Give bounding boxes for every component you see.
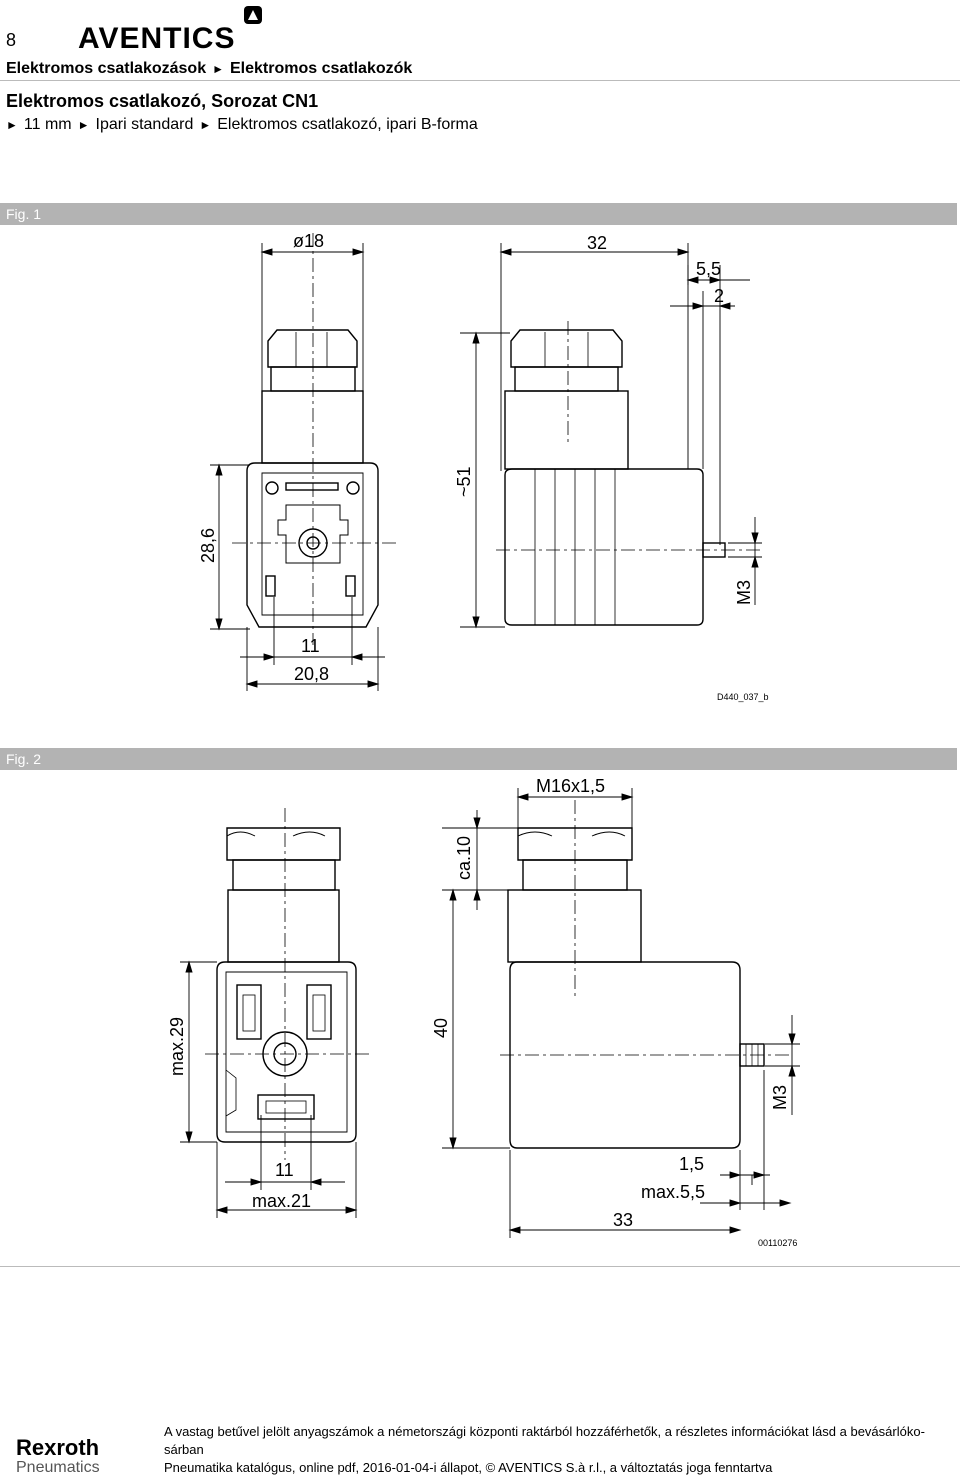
dim-40: 40 <box>431 1017 451 1038</box>
page-title: Elektromos csatlakozó, Sorozat CN1 <box>6 91 319 111</box>
sub-breadcrumb-item[interactable]: Elektromos csatlakozó, ipari B-forma <box>217 116 478 133</box>
divider <box>0 80 960 81</box>
breadcrumb-item[interactable]: Elektromos csatlakozások <box>6 60 207 77</box>
brand-wordmark: AVENTICS <box>78 22 236 54</box>
dim-m3: M3 <box>770 1084 790 1110</box>
footer-note-line: sárban <box>164 1442 204 1457</box>
aventics-logo <box>78 6 278 59</box>
fig2-side-view <box>500 800 790 1148</box>
fig1-front-view <box>232 233 400 645</box>
fig2-dimensions <box>180 788 800 1238</box>
footer-divider <box>0 1266 960 1267</box>
dim-11: 11 <box>301 636 320 656</box>
dim-11: 11 <box>275 1160 294 1180</box>
fig1-label-bar: Fig. 1 <box>0 203 957 225</box>
dim-2: 2 <box>714 286 725 306</box>
footer-note-line: A vastag betűvel jelölt anyagszámok a németországi központi raktárból hozzáférhetők, a részletes információkat lásd a bevásárlóko- <box>164 1424 925 1439</box>
dim-28-6: 28,6 <box>198 527 218 563</box>
fig1-drawing <box>0 225 960 720</box>
dim-m16: M16x1,5 <box>536 776 606 796</box>
dim-1-5: 1,5 <box>679 1154 705 1174</box>
fig2-drawing <box>0 770 960 1260</box>
drawing-id: D440_037_b <box>717 692 769 702</box>
dim-diameter: ø18 <box>293 231 325 251</box>
dim-20-8: 20,8 <box>294 664 330 684</box>
fig1-dimension-labels <box>198 231 769 702</box>
page-number: 8 <box>6 30 17 50</box>
arrow-right-icon: ► <box>212 62 224 76</box>
dim-51: ~51 <box>454 466 474 497</box>
dim-max5-5: max.5,5 <box>641 1182 706 1202</box>
dim-32: 32 <box>587 233 608 253</box>
sub-breadcrumb-item[interactable]: Ipari standard <box>95 116 194 133</box>
brand-name: Rexroth <box>16 1435 100 1460</box>
fig2-front-view <box>205 808 372 1160</box>
footer-note <box>164 1423 954 1477</box>
dim-5-5: 5,5 <box>696 259 722 279</box>
arrow-right-icon: ► <box>77 118 90 132</box>
fig1-dimensions <box>210 243 762 691</box>
arrow-right-icon: ► <box>6 118 18 132</box>
breadcrumb <box>6 60 412 78</box>
fig2-label-bar: Fig. 2 <box>0 748 957 770</box>
rexroth-logo <box>16 1436 100 1476</box>
dim-ca10: ca.10 <box>454 835 474 880</box>
sub-breadcrumb-item[interactable]: 11 mm <box>23 116 72 133</box>
drawing-id: 00110276 <box>758 1238 798 1248</box>
arrow-right-icon: ► <box>199 118 212 132</box>
dim-max21: max.21 <box>252 1191 312 1211</box>
sub-breadcrumb <box>6 116 478 134</box>
dim-33: 33 <box>613 1210 634 1230</box>
dim-max29: max.29 <box>167 1016 187 1076</box>
footer-note-line: Pneumatika katalógus, online pdf, 2016-01-04-i állapot, © AVENTICS S.à r.l., a változtatás joga fenntartva <box>164 1460 773 1475</box>
brand-sub: Pneumatics <box>16 1459 100 1476</box>
breadcrumb-item[interactable]: Elektromos csatlakozók <box>229 60 413 77</box>
dim-m3: M3 <box>734 579 754 605</box>
